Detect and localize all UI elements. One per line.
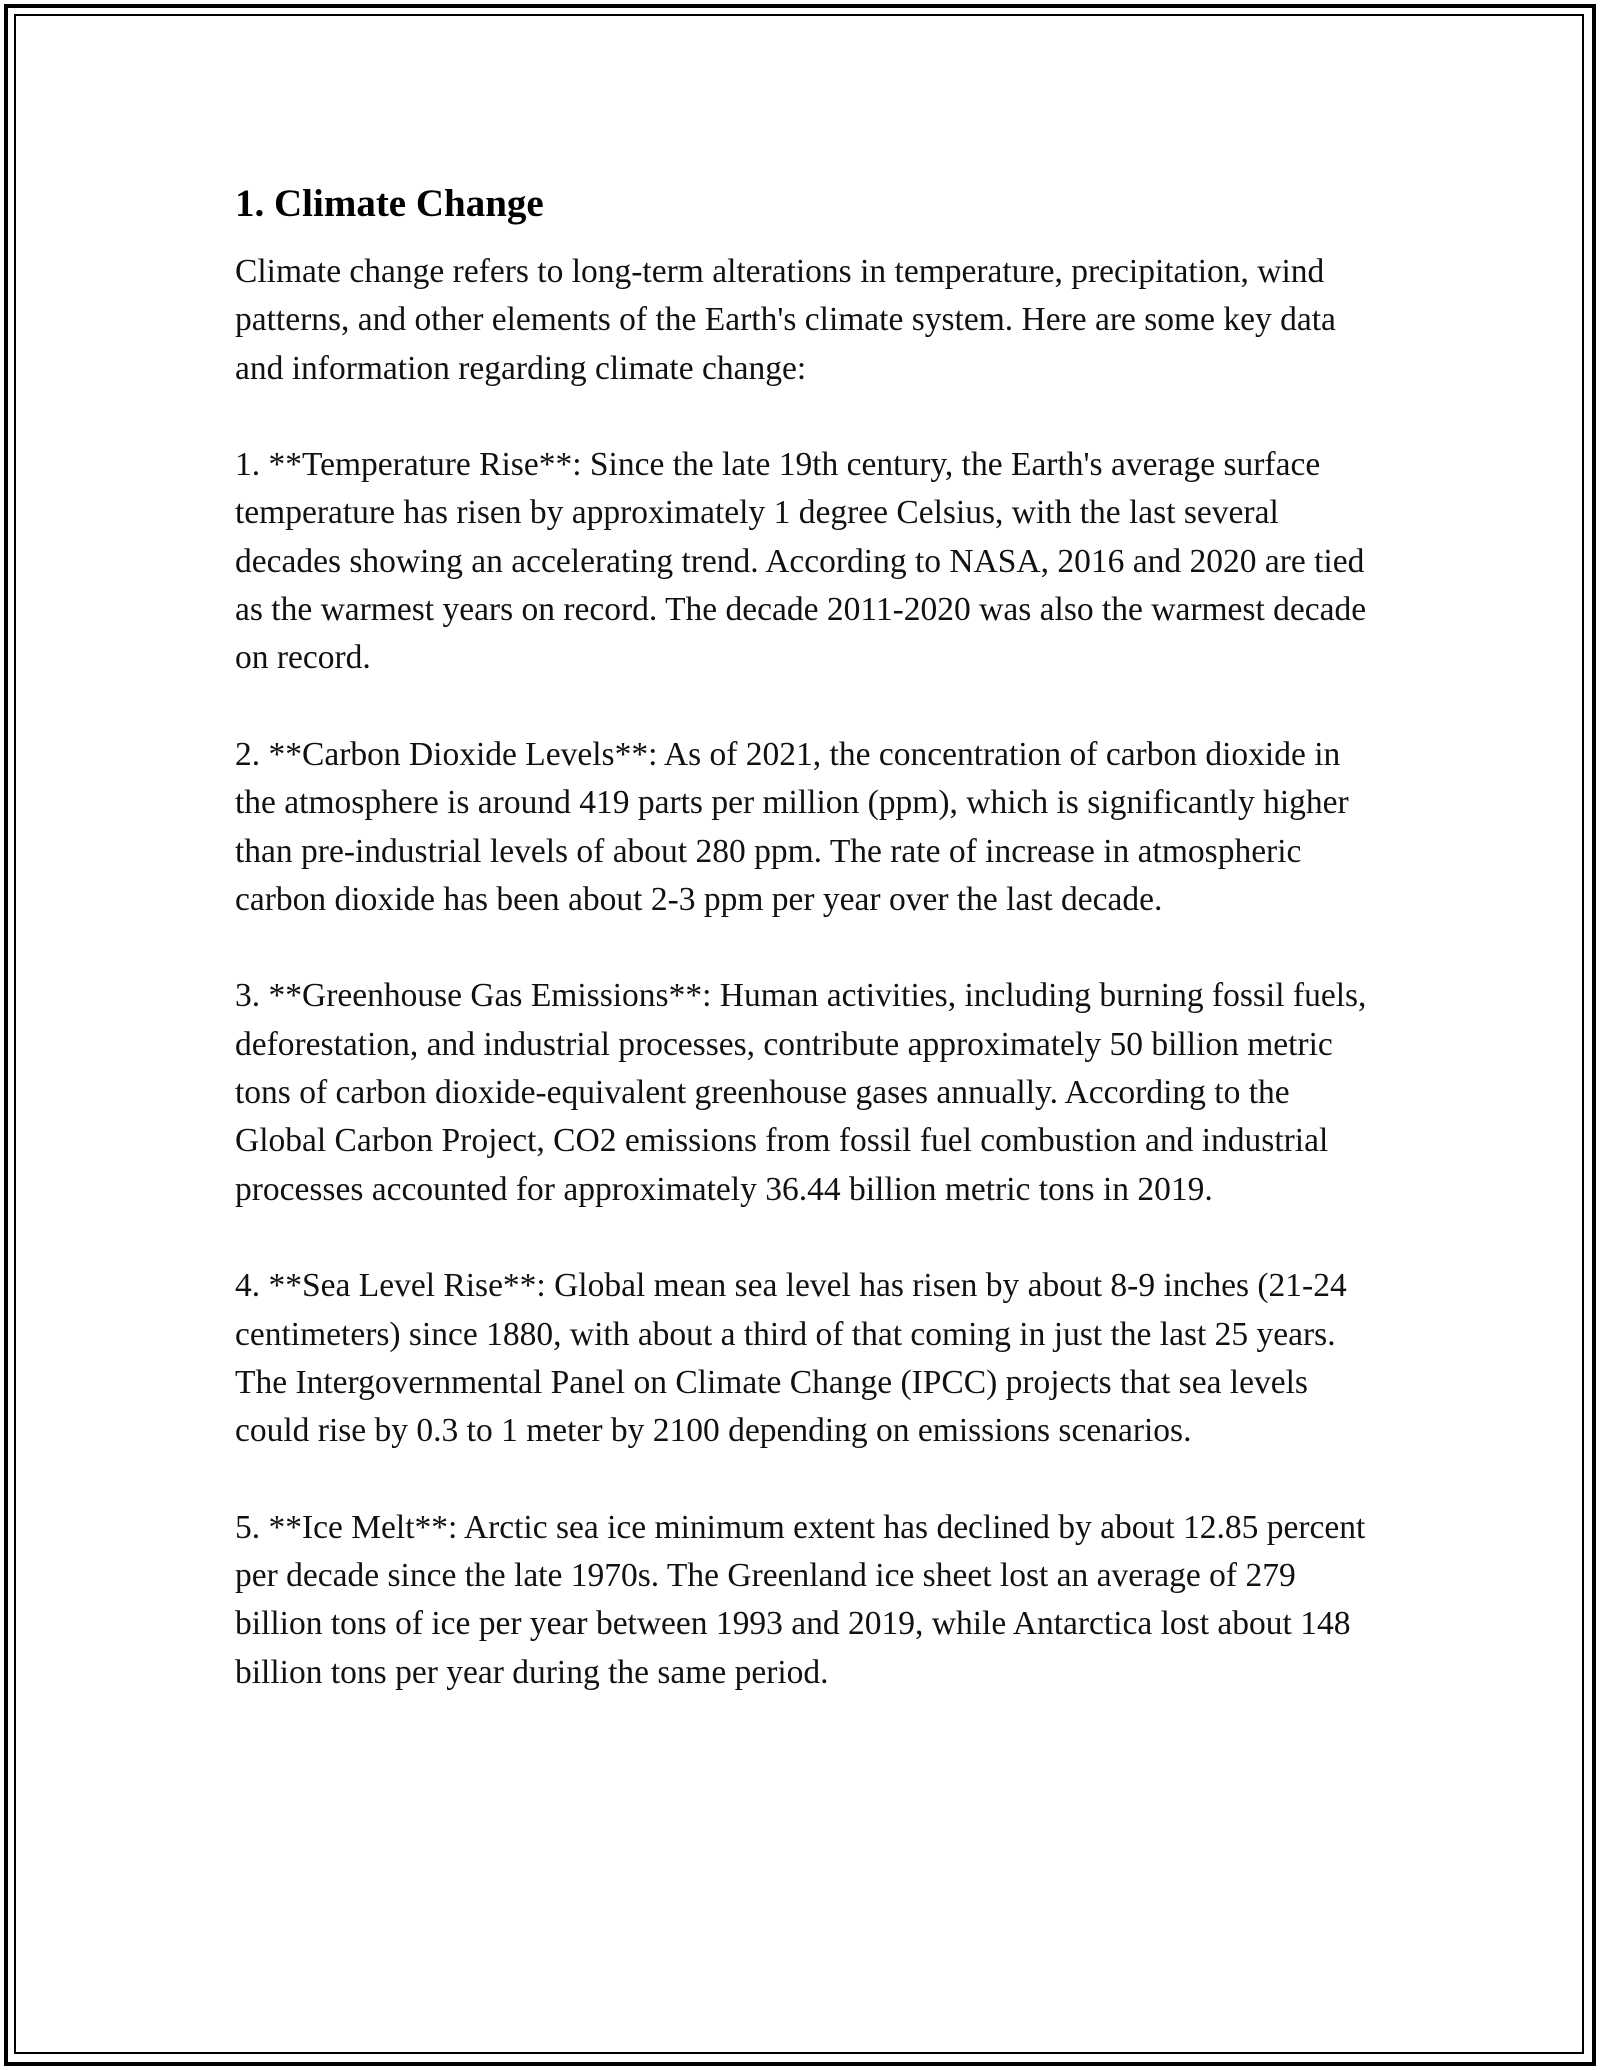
point-sea-level-rise: 4. **Sea Level Rise**: Global mean sea level has risen by about 8-9 inches (21-24 centimeters) since 1880, with about a third of that coming in just the last 25 years. The Intergovernmental Panel on Climate Change (IPCC) projects that sea levels could rise by 0.3 to 1 meter by 2100 depending on emissions scenarios. xyxy=(235,1267,1347,1450)
point-temperature-rise: 1. **Temperature Rise**: Since the late 19th century, the Earth's average surface temperature has risen by approximately 1 degree Celsius, with the last several decades showing an accelerating trend. According to NASA, 2016 and 2020 are tied as the warmest years on record. The decade 2011-2020 was also the warmest decade on record. xyxy=(235,446,1367,677)
point-carbon-dioxide-levels: 2. **Carbon Dioxide Levels**: As of 2021, the concentration of carbon dioxide in the atmosphere is around 419 parts per million (ppm), which is significantly higher than pre-industrial levels of about 280 ppm. The rate of increase in atmospheric carbon dioxide has been about 2-3 ppm per year over the last decade. xyxy=(235,735,1349,918)
document-body xyxy=(235,180,1385,1745)
point-greenhouse-gas-emissions: 3. **Greenhouse Gas Emissions**: Human activities, including burning fossil fuels, deforestation, and industrial processes, contribute approximately 50 billion metric tons of carbon dioxide-equivalent greenhouse gases annually. According to the Global Carbon Project, CO2 emissions from fossil fuel combustion and industrial processes accounted for approximately 36.44 billion metric tons in 2019. xyxy=(235,977,1367,1208)
section-title: 1. Climate Change xyxy=(235,182,544,225)
intro-paragraph: Climate change refers to long-term alterations in temperature, precipitation, wind patterns, and other elements of the Earth's climate system. Here are some key data and information regarding climate change: xyxy=(235,253,1336,387)
point-ice-melt: 5. **Ice Melt**: Arctic sea ice minimum extent has declined by about 12.85 percent per decade since the late 1970s. The Greenland ice sheet lost an average of 279 billion tons of ice per year between 1993 and 2019, while Antarctica lost about 148 billion tons per year during the same period. xyxy=(235,1508,1366,1691)
